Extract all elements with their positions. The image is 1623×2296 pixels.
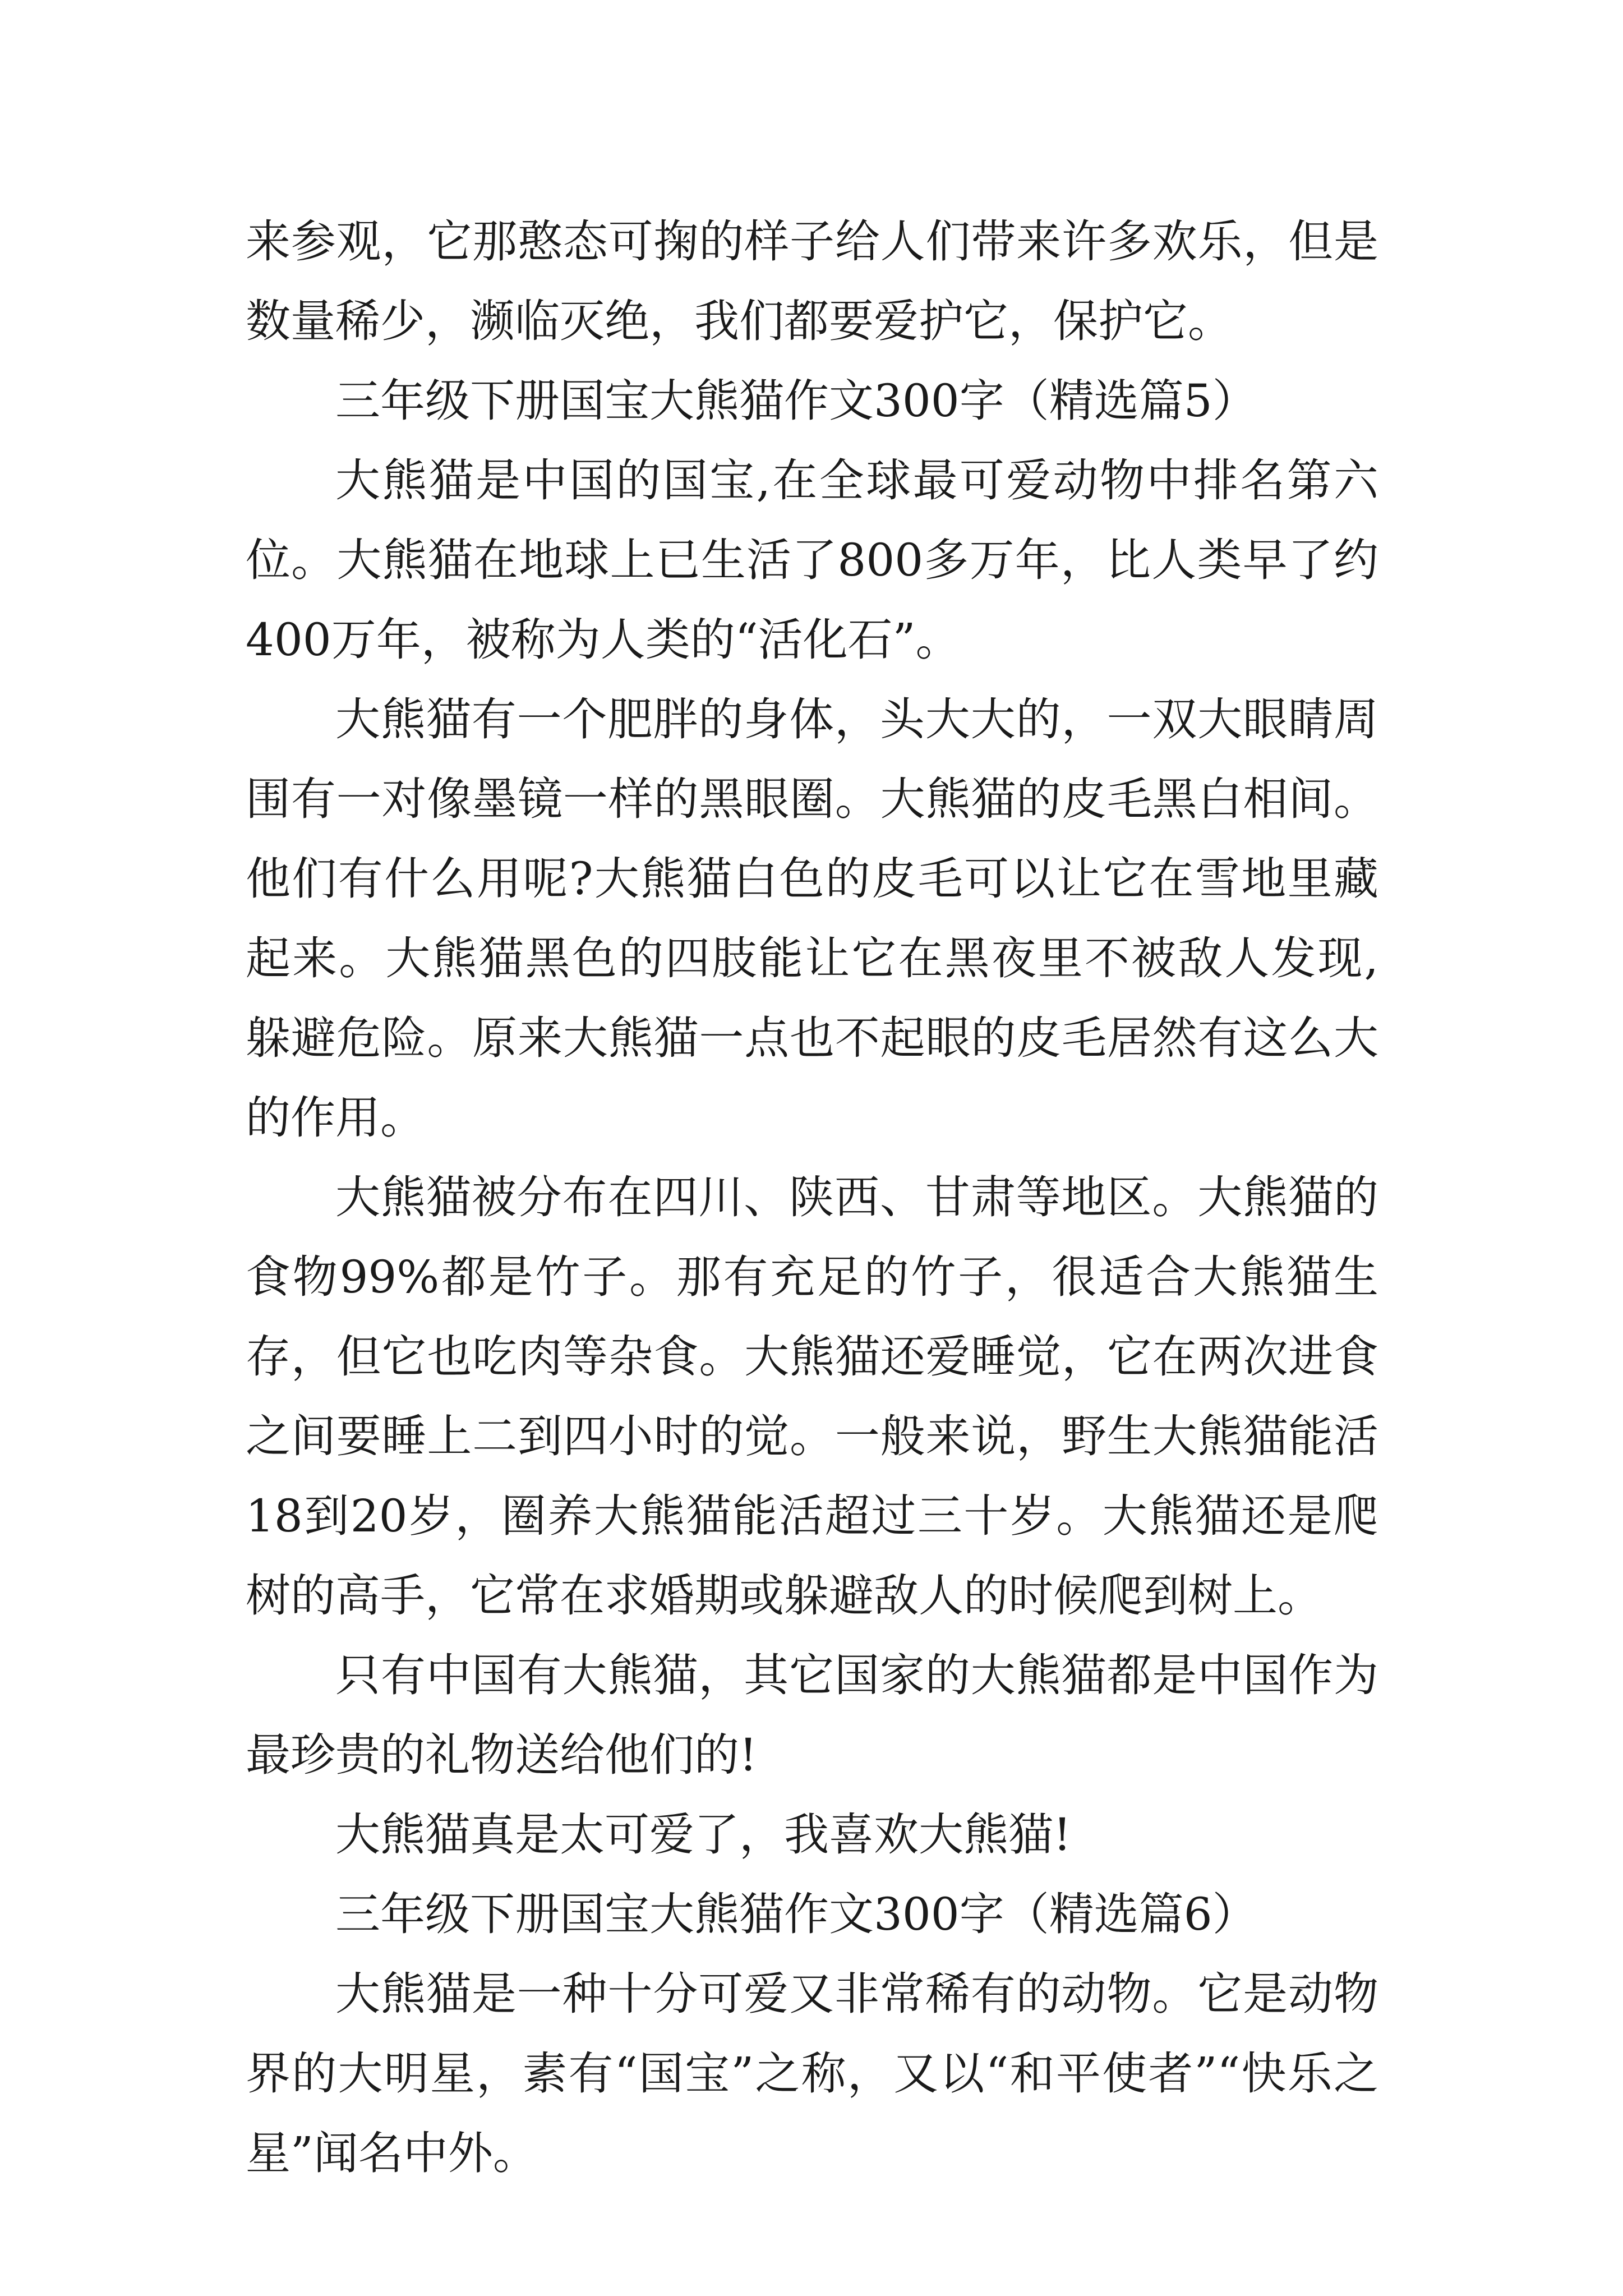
paragraph: 只有中国有大熊猫，其它国家的大熊猫都是中国作为最珍贵的礼物送给他们的!	[246, 1649, 1378, 1781]
paragraph: 大熊猫有一个肥胖的身体，头大大的，一双大眼睛周围有一对像墨镜一样的黑眼圈。大熊猫的皮毛黑白相间。他们有什么用呢?大熊猫白色的皮毛可以让它在雪地里藏起来。大熊猫黑色的四肢能让它在黑夜里不被敌人发现,躲避危险。原来大熊猫一点也不起眼的皮毛居然有这么大的作用。	[246, 693, 1378, 1144]
paragraph: 大熊猫真是太可爱了，我喜欢大熊猫!	[335, 1809, 1072, 1861]
paragraph: 大熊猫是中国的国宝,在全球最可爱动物中排名第六位。大熊猫在地球上已生活了800多万年，比人类早了约400万年，被称为人类的“活化石”。	[246, 454, 1378, 666]
paragraph: 大熊猫被分布在四川、陕西、甘肃等地区。大熊猫的食物99%都是竹子。那有充足的竹子，很适合大熊猫生存，但它也吃肉等杂食。大熊猫还爱睡觉，它在两次进食之间要睡上二到四小时的觉。一般来说，野生大熊猫能活18到20岁，圈养大熊猫能活超过三十岁。大熊猫还是爬树的高手，它常在求婚期或躲避敌人的时候爬到树上。	[246, 1171, 1378, 1622]
section-heading-6: 三年级下册国宝大熊猫作文300字（精选篇6）	[335, 1888, 1257, 1940]
paragraph: 大熊猫是一种十分可爱又非常稀有的动物。它是动物界的大明星，素有“国宝”之称，又以“和平使者”“快乐之星”闻名中外。	[246, 1968, 1378, 2179]
paragraph-continuation: 来参观，它那憨态可掬的样子给人们带来许多欢乐，但是数量稀少，濒临灭绝，我们都要爱护它，保护它。	[246, 215, 1378, 347]
document-body	[246, 202, 1378, 2193]
section-heading-5: 三年级下册国宝大熊猫作文300字（精选篇5）	[335, 375, 1257, 427]
